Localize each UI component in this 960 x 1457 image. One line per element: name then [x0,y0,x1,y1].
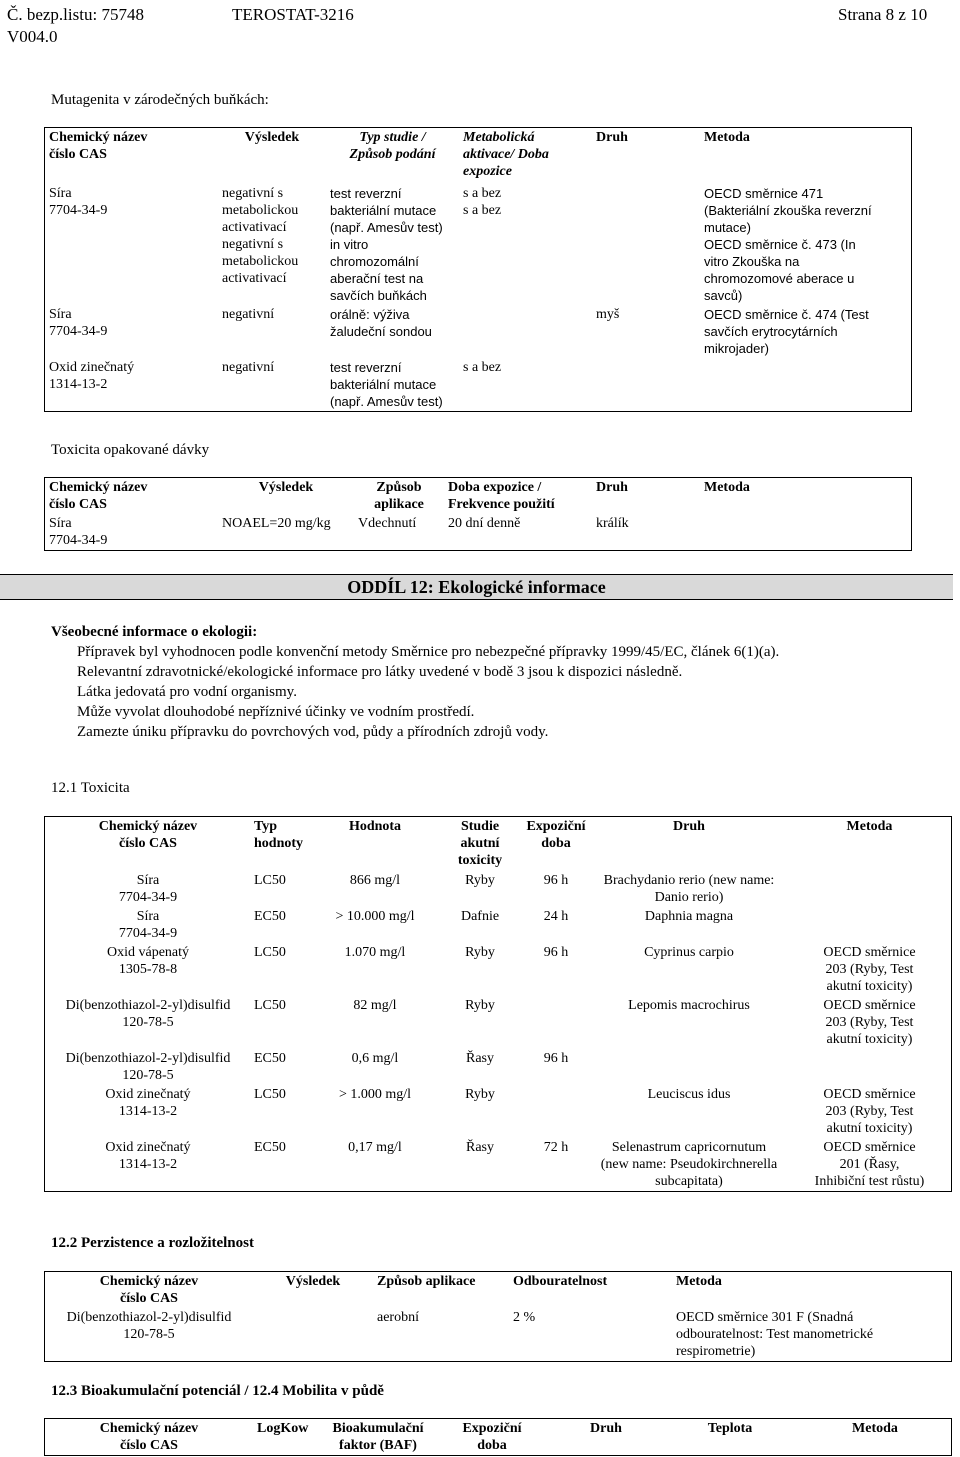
header-species: Druh [596,480,628,495]
cell-method [788,1049,952,1085]
header-substance: Chemický název číslo CAS [49,480,148,512]
persistence-table [44,1271,952,1362]
persistence-title: 12.2 Perzistence a rozložitelnost [51,1235,254,1251]
cell-exposure: 96 h [543,945,569,960]
cell-substance: Síra 7704-34-9 [118,873,178,905]
header-exposure: Expoziční doba [526,819,586,851]
cell-study: test reverzní bakteriální mutace (např. Amesův test) [330,360,443,409]
table-header-row [45,478,912,515]
cell-type: EC50 [254,1051,286,1066]
cell-study: Řasy [466,1140,494,1155]
header-result: Výsledek [285,1274,341,1289]
cell-method [788,871,952,907]
cell-result: negativní [222,360,275,375]
table-header-row [45,128,912,182]
cell-value: 82 mg/l [353,998,397,1013]
cell-study: Řasy [466,1051,494,1066]
page-number: Strana 8 z 10 [838,5,928,24]
table-row [45,305,912,358]
header-logkow: LogKow [257,1421,309,1436]
table-row [45,358,912,412]
header-route: Způsob aplikace [377,1274,476,1289]
table-row [45,871,952,907]
table-row [45,1308,952,1362]
table-row [45,1085,952,1138]
header-method: Metoda [852,1421,898,1436]
cell-study: test reverzní bakteriální mutace (např. Amesův test) in vitro chromozomální aberační test na savčích buňkách [330,186,443,303]
table-header-row [45,817,952,872]
table-row [45,181,912,305]
header-temperature: Teplota [707,1421,753,1436]
ecology-line: Zamezte úniku přípravku do povrchových vod, půdy a přírodních zdrojů vody. [77,724,549,740]
cell-value: > 1.000 mg/l [338,1087,412,1102]
table-row [45,514,912,551]
table-row [45,943,952,996]
cell-substance: Di(benzothiazol-2-yl)disulfid 120-78-5 [65,1051,231,1083]
header-method: Metoda [846,819,893,834]
header-degradability: Odbouratelnost [513,1274,608,1289]
cell-method: OECD směrnice 471 (Bakteriální zkouška reverzní mutace) OECD směrnice č. 473 (In vitro Zkouška na chromozomové aberace u savců) [704,186,872,303]
header-species: Druh [673,819,705,834]
cell-study: Dafnie [460,909,500,924]
cell-substance: Di(benzothiazol-2-yl)disulfid 120-78-5 [65,998,231,1030]
cell-exposure: 72 h [543,1140,569,1155]
cell-substance: Síra 7704-34-9 [49,186,108,218]
sheet-number: Č. bezp.listu: 75748 [7,5,144,24]
table-row [45,1049,952,1085]
repeated-dose-title: Toxicita opakované dávky [51,442,210,458]
cell-study: Ryby [465,945,495,960]
cell-result [253,1308,373,1362]
header-activation: Metabolická aktivace/ Doba expozice [463,130,549,179]
ecology-general-heading: Všeobecné informace o ekologii: [51,624,258,640]
ecology-line: Relevantní zdravotnické/ekologické informace pro látky uvedené v bodě 3 jsou k dispozici následně. [77,664,683,680]
cell-value: 866 mg/l [349,873,401,888]
cell-substance: Oxid zinečnatý 1314-13-2 [105,1140,191,1172]
cell-method: OECD směrnice 201 (Řasy, Inhibiční test růstu) [814,1140,925,1189]
cell-duration: 20 dní denně [448,516,521,531]
header-method: Metoda [704,480,750,495]
product-name: TEROSTAT-3216 [232,5,354,24]
cell-exposure: 96 h [543,873,569,888]
cell-method [700,358,912,412]
table-header-row [45,1272,952,1309]
header-result: Výsledek [244,130,300,145]
cell-substance: Di(benzothiazol-2-yl)disulfid 120-78-5 [66,1310,232,1342]
header-substance: Chemický název číslo CAS [99,1421,199,1453]
header-substance: Chemický název číslo CAS [49,130,148,162]
cell-species: Leuciscus idus [647,1087,731,1102]
cell-species [592,358,700,412]
header-exposure: Expoziční doba [462,1421,522,1453]
header-substance: Chemický název číslo CAS [98,819,198,851]
bioaccumulation-title: 12.3 Bioakumulační potenciál / 12.4 Mobilita v půdě [51,1383,384,1399]
table-header-row [45,1419,952,1456]
cell-value: 0,6 mg/l [351,1051,399,1066]
cell-activation: s a bez s a bez [463,186,502,218]
version: V004.0 [7,27,58,46]
header-study: Typ studie / Způsob podání [349,130,436,162]
header-method: Metoda [704,130,750,145]
cell-study: orálně: výživa žaludeční sondou [330,307,432,339]
header-duration: Doba expozice / Frekvence použití [448,480,555,512]
table-row [45,907,952,943]
header-baf: Bioakumulační faktor (BAF) [332,1421,424,1453]
cell-substance: Oxid zinečnatý 1314-13-2 [105,1087,191,1119]
cell-activation: s a bez [463,360,502,375]
cell-type: LC50 [254,998,286,1013]
cell-value: 0,17 mg/l [348,1140,402,1155]
cell-method: OECD směrnice 203 (Ryby, Test akutní toxicity) [823,998,916,1047]
cell-exposure: 24 h [543,909,569,924]
cell-species: Selenastrum capricornutum (new name: Pseudokirchnerella subcapitata) [600,1140,778,1189]
header-route: Způsob aplikace [374,480,424,512]
ecology-line: Přípravek byl vyhodnocen podle konvenční metody Směrnice pro nebezpečné přípravky 1999/45/EC, článek 6(1)(a). [77,644,780,660]
cell-species: Brachydanio rerio (new name: Danio rerio) [603,873,775,905]
cell-species: králík [596,516,629,531]
cell-species [592,181,700,305]
cell-study: Ryby [465,998,495,1013]
cell-result: negativní [222,307,275,322]
cell-activation [459,305,592,358]
header-result: Výsledek [258,480,314,495]
ecology-line: Může vyvolat dlouhodobé nepříznivé účinky ve vodním prostředí. [77,704,475,720]
cell-substance: Oxid zinečnatý 1314-13-2 [49,360,135,392]
table-row [45,996,952,1049]
section-12-heading: ODDÍL 12: Ekologické informace [0,574,953,600]
header-value: Hodnota [348,819,402,834]
header-substance: Chemický název číslo CAS [99,1274,199,1306]
cell-degradability: 2 % [513,1310,536,1325]
cell-method [700,514,912,551]
cell-result: NOAEL=20 mg/kg [222,516,331,531]
cell-exposure [522,1085,590,1138]
cell-type: EC50 [254,909,286,924]
ecology-general-text [77,642,779,742]
cell-value: 1.070 mg/l [344,945,406,960]
cell-substance: Síra 7704-34-9 [49,307,108,339]
mutagenicity-table [44,127,912,412]
toxicity-table [44,816,952,1192]
cell-species: myš [596,307,620,322]
mutagenicity-title: Mutagenita v zárodečných buňkách: [51,92,269,108]
header-type: Typ hodnoty [254,819,304,851]
cell-type: LC50 [254,873,286,888]
cell-species [590,1049,788,1085]
table-row [45,1138,952,1192]
header-study: Studie akutní toxicity [457,819,503,868]
header-species: Druh [590,1421,622,1436]
cell-route: aerobní [377,1310,419,1325]
cell-exposure: 96 h [543,1051,569,1066]
cell-study: Ryby [465,1087,495,1102]
cell-route: Vdechnutí [358,516,417,531]
cell-species: Daphnia magna [644,909,734,924]
ecology-line: Látka jedovatá pro vodní organismy. [77,684,297,700]
toxicity-title: 12.1 Toxicita [51,780,130,796]
cell-substance: Síra 7704-34-9 [118,909,178,941]
cell-type: EC50 [254,1140,286,1155]
cell-type: LC50 [254,945,286,960]
cell-method: OECD směrnice č. 474 (Test savčích erytrocytárních mikrojader) [704,307,869,356]
cell-substance: Oxid vápenatý 1305-78-8 [106,945,190,977]
cell-method: OECD směrnice 203 (Ryby, Test akutní toxicity) [823,945,916,994]
cell-substance: Síra 7704-34-9 [49,516,108,548]
cell-value: > 10.000 mg/l [335,909,415,924]
cell-species: Cyprinus carpio [644,945,734,960]
cell-method: OECD směrnice 301 F (Snadná odbouratelnost: Test manometrické respirometrie) [676,1310,874,1359]
header-species: Druh [596,130,628,145]
cell-study: Ryby [465,873,495,888]
cell-type: LC50 [254,1087,286,1102]
cell-method [788,907,952,943]
repeated-dose-table [44,477,912,551]
cell-species: Lepomis macrochirus [628,998,750,1013]
cell-method: OECD směrnice 203 (Ryby, Test akutní toxicity) [823,1087,916,1136]
bioaccumulation-table [44,1418,952,1456]
header-method: Metoda [676,1274,722,1289]
cell-exposure [522,996,590,1049]
cell-result: negativní s metabolickou activativací negativní s metabolickou activativací [222,186,299,286]
